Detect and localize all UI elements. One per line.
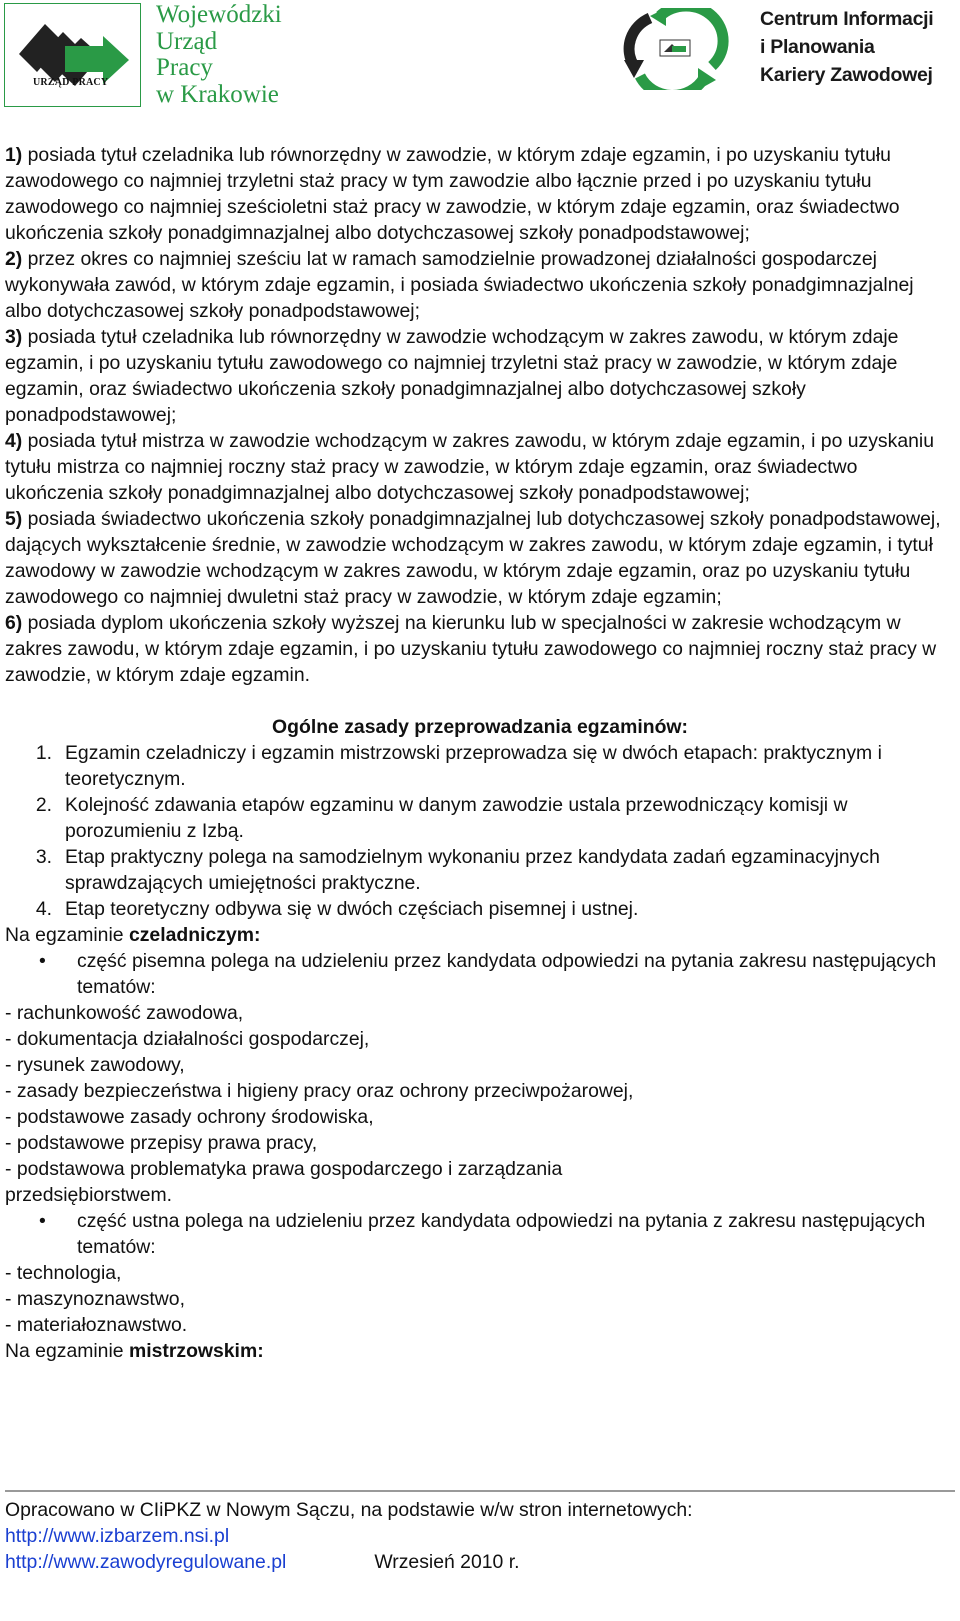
topic-line: - podstawowe przepisy prawa pracy, <box>5 1132 318 1154</box>
rule-number: 4. <box>35 898 52 920</box>
document-body <box>5 142 955 1364</box>
bullet-item <box>5 948 955 1000</box>
rules-list <box>5 740 955 922</box>
requirement-text: posiada dyplom ukończenia szkoły wyższej na kierunku lub w specjalności w zakresie wchodzącym w zakres zawodu, w którym zdaje egzamin, i po uzyskaniu tytułu zawodowego co najmniej roczny staż pracy w zawodzie, w którym zdaje egzamin. <box>5 612 937 686</box>
requirement-number: 4) <box>5 430 23 452</box>
requirement-item <box>5 142 955 246</box>
czeladniczy-intro <box>5 922 955 948</box>
rules-list-item <box>5 896 955 922</box>
bullet-text: część ustna polega na udzieleniu przez kandydata odpowiedzi na pytania z zakresu następujących tematów: <box>77 1210 926 1258</box>
requirement-number: 1) <box>5 144 23 166</box>
topic-line: - podstawowe zasady ochrony środowiska, <box>5 1106 374 1128</box>
bullet-text: część pisemna polega na udzieleniu przez kandydata odpowiedzi na pytania zakresu następujących tematów: <box>77 950 937 998</box>
section-heading: Ogólne zasady przeprowadzania egzaminów: <box>272 716 688 738</box>
footer-divider <box>5 1490 955 1492</box>
footer-link-row <box>5 1549 955 1575</box>
cipkz-name <box>760 5 933 89</box>
rule-number: 1. <box>35 742 52 764</box>
requirement-number: 3) <box>5 326 23 348</box>
rule-number: 2. <box>35 794 52 816</box>
rule-text: Etap praktyczny polega na samodzielnym wykonaniu przez kandydata zadań egzaminacyjnych sprawdzających umiejętności praktyczne. <box>65 846 880 894</box>
logo-caption: URZĄD PRACY <box>33 77 109 88</box>
requirement-number: 5) <box>5 508 23 530</box>
wup-line: w Krakowie <box>156 80 279 108</box>
requirement-text: posiada tytuł czeladnika lub równorzędny w zawodzie, w którym zdaje egzamin, i po uzyskaniu tytułu zawodowego co najmniej trzyletni staż pracy w tym zawodzie albo łącznie przed i po uzyskaniu tytułu zawodowego co najmniej sześcioletni staż pracy w zawodzie, w którym zdaje egzamin, oraz świadectwo ukończenia szkoły ponadgimnazjalnej albo dotychczasowej szkoły ponadpodstawowej; <box>5 144 900 244</box>
topic-line: - zasady bezpieczeństwa i higieny pracy oraz ochrony przeciwpożarowej, <box>5 1080 634 1102</box>
footer-link-row <box>5 1523 955 1549</box>
requirement-item <box>5 610 955 688</box>
topic-line: - podstawowa problematyka prawa gospodarczego i zarządzania przedsiębiorstwem. <box>5 1158 563 1206</box>
topic-line: - materiałoznawstwo. <box>5 1314 188 1336</box>
rules-list-item <box>5 740 955 792</box>
requirement-text: posiada tytuł czeladnika lub równorzędny w zawodzie wchodzącym w zakres zawodu, w którym zdaje egzamin, i po uzyskaniu tytułu zawodowego co najmniej trzyletni staż pracy w zawodzie, w którym zdaje egzamin, oraz świadectwo ukończenia szkoły ponadgimnazjalnej albo dotychczasowej szkoły ponadpodstawowej; <box>5 326 899 426</box>
mistrzowski-intro <box>5 1338 955 1364</box>
requirement-text: przez okres co najmniej sześciu lat w ramach samodzielnie prowadzonej działalności gospodarczej wykonywała zawód, w którym zdaje egzamin, i posiada świadectwo ukończenia szkoły ponadgimnazjalnej albo dotychczasowej szkoły ponadpodstawowej; <box>5 248 914 322</box>
requirement-number: 6) <box>5 612 23 634</box>
urzad-pracy-logo <box>4 3 141 107</box>
topic-line: - dokumentacja działalności gospodarczej, <box>5 1028 370 1050</box>
requirement-item <box>5 246 955 324</box>
rule-text: Kolejność zdawania etapów egzaminu w danym zawodzie ustala przewodniczący komisji w porozumieniu z Izbą. <box>65 794 848 842</box>
intro-text: Na egzaminie <box>5 924 129 946</box>
requirement-text: posiada tytuł mistrza w zawodzie wchodzącym w zakres zawodu, w którym zdaje egzamin, i po uzyskaniu tytułu mistrza co najmniej roczny staż pracy w zawodzie, w którym zdaje egzamin, oraz świadectwo ukończenia szkoły ponadgimnazjalnej albo dotychczasowej szkoły ponadpodstawowej; <box>5 430 934 504</box>
urzad-pracy-emblem-icon <box>5 4 139 105</box>
wup-line: Pracy <box>156 54 213 81</box>
rule-text: Etap teoretyczny odbywa się w dwóch częściach pisemnej i ustnej. <box>65 898 639 920</box>
topic-line: - rysunek zawodowy, <box>5 1054 185 1076</box>
topic-line: - maszynoznawstwo, <box>5 1288 185 1310</box>
wup-line: Urząd <box>156 27 218 55</box>
topic-line: - technologia, <box>5 1262 122 1284</box>
izbarzem-link[interactable]: http://www.izbarzem.nsi.pl <box>5 1525 230 1547</box>
cipkz-line: i Planowania <box>760 36 875 58</box>
requirement-text: posiada świadectwo ukończenia szkoły ponadgimnazjalnej lub dotychczasowej szkoły ponadpodstawowej, dających wykształcenie średnie, w zawodzie wchodzącym w zakres zawodu, w którym zdaje egzamin, i tytuł zawodowy w zawodzie wchodzącym w zakres zawodu, w którym zdaje egzamin, oraz po uzyskaniu tytułu zawodowego co najmniej dwuletni staż pracy w zawodzie, w którym zdaje egzamin; <box>5 508 941 608</box>
footer-date: Wrzesień 2010 r. <box>374 1551 520 1573</box>
requirement-item <box>5 324 955 428</box>
rules-list-item <box>5 792 955 844</box>
cipkz-recycle-logo-icon <box>620 8 730 90</box>
requirement-item <box>5 428 955 506</box>
footer-credit: Opracowano w CIiPKZ w Nowym Sączu, na podstawie w/w stron internetowych: <box>5 1499 693 1521</box>
rule-number: 3. <box>35 846 52 868</box>
bullet-icon: • <box>39 1210 46 1232</box>
zawodyregulowane-link[interactable]: http://www.zawodyregulowane.pl <box>5 1551 287 1573</box>
rules-list-item <box>5 844 955 896</box>
requirement-number: 2) <box>5 248 23 270</box>
intro-text: Na egzaminie <box>5 1340 129 1362</box>
bullet-item <box>5 1208 955 1260</box>
rule-text: Egzamin czeladniczy i egzamin mistrzowski przeprowadza się w dwóch etapach: praktycznym i teoretycznym. <box>65 742 882 790</box>
intro-bold-text: mistrzowskim: <box>128 1340 264 1362</box>
requirement-item <box>5 506 955 610</box>
cipkz-line: Kariery Zawodowej <box>760 64 933 86</box>
wup-name <box>156 2 282 108</box>
bullet-icon: • <box>39 950 46 972</box>
topic-line: - rachunkowość zawodowa, <box>5 1002 244 1024</box>
page-header <box>0 0 960 112</box>
intro-bold-text: czeladniczym: <box>128 924 261 946</box>
cipkz-line: Centrum Informacji <box>760 8 934 30</box>
wup-line: Wojewódzki <box>156 1 282 28</box>
page-footer <box>5 1497 955 1575</box>
